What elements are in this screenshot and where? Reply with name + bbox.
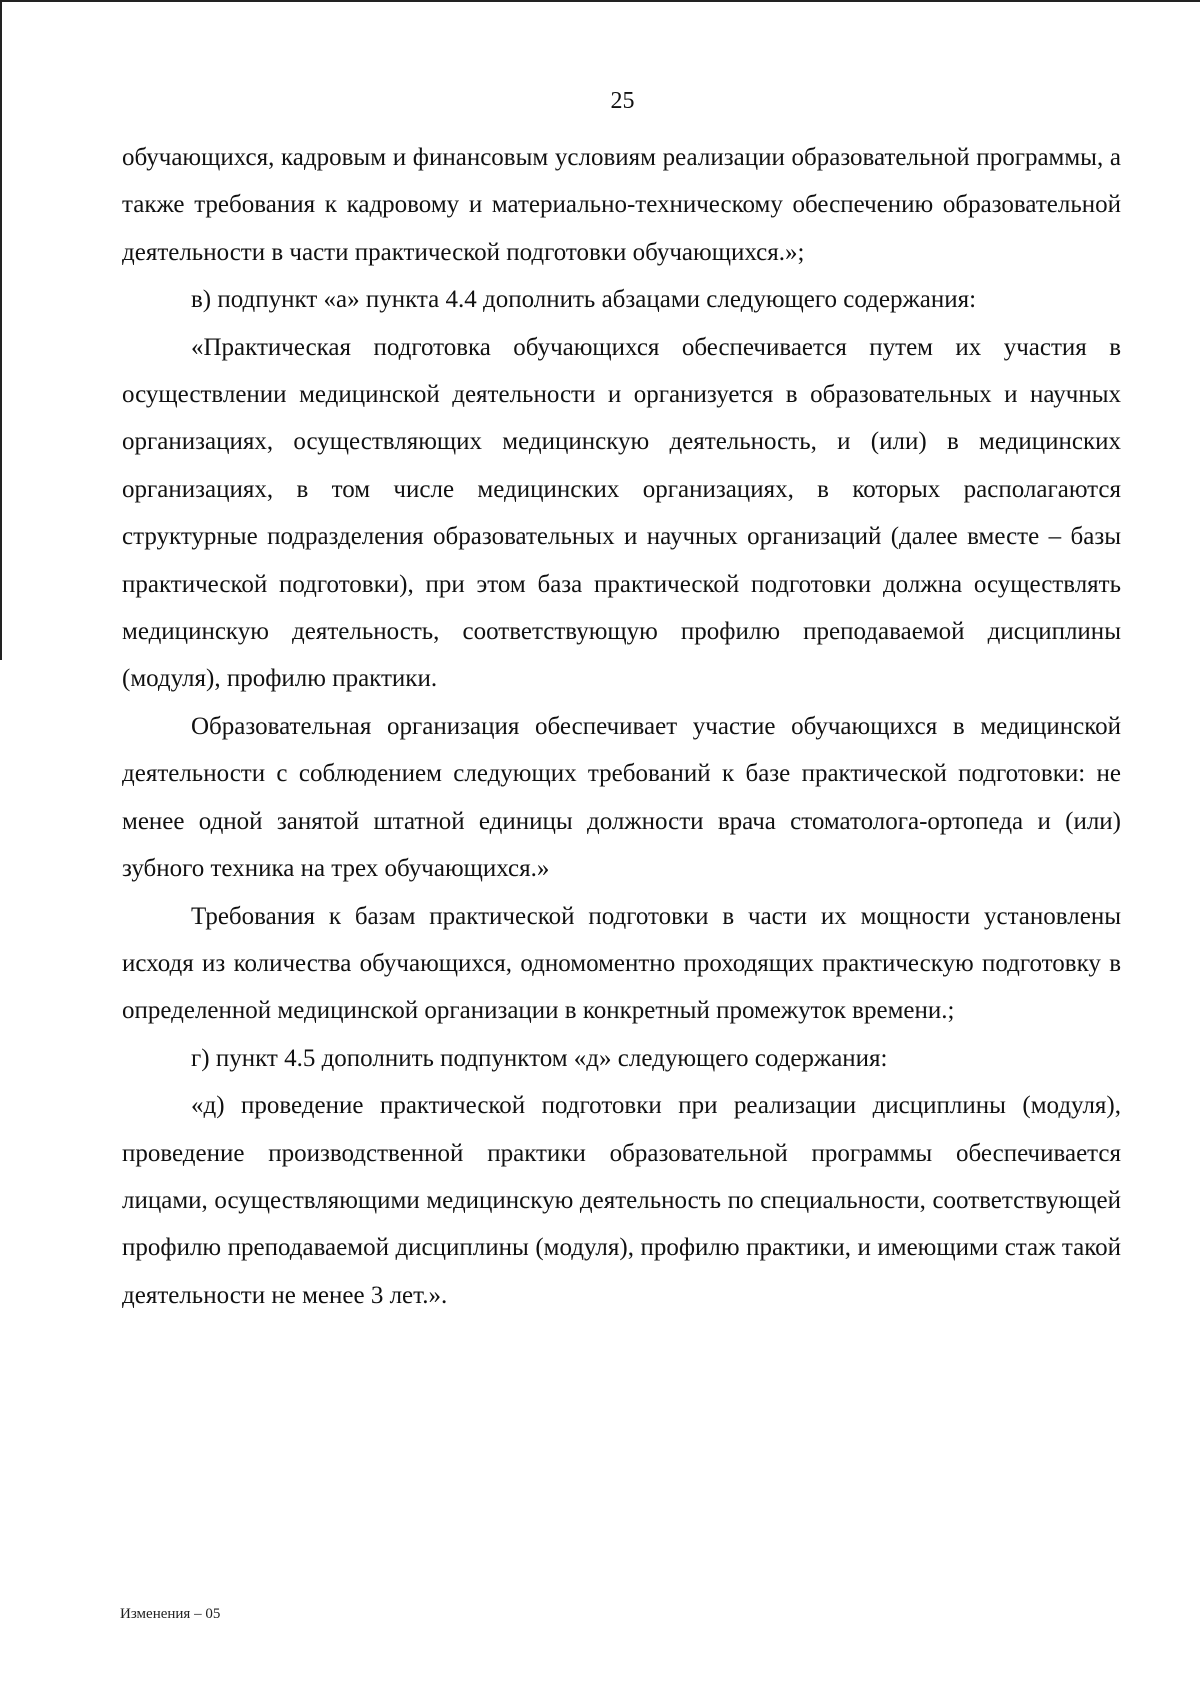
- paragraph: в) подпункт «а» пункта 4.4 дополнить абзацами следующего содержания:: [191, 286, 977, 314]
- paragraph: г) пункт 4.5 дополнить подпунктом «д» следующего содержания:: [191, 1044, 888, 1072]
- document-body: [122, 134, 1121, 1319]
- page-number: 25: [610, 88, 635, 114]
- paragraph: «Практическая подготовка обучающихся обеспечивается путем их участия в осуществлении медицинской деятельности и организуется в образовательных и научных организациях, осуществляющих медицинскую деятельность, и (или) в медицинских организациях, в том числе медицинских организациях, в которых располагаются структурные подразделения образовательных и научных организаций (далее вместе – базы практической подготовки), при этом база практической подготовки должна осуществлять медицинскую деятельность, соответствующую профилю преподаваемой дисциплины (модуля), профилю практики.: [122, 333, 1121, 693]
- paragraph: Требования к базам практической подготовки в части их мощности установлены исходя из количества обучающихся, одномоментно проходящих практическую подготовку в определенной медицинской организации в конкретный промежуток времени.;: [122, 902, 1121, 1025]
- paragraph: «д) проведение практической подготовки при реализации дисциплины (модуля), проведение производственной практики образовательной программы обеспечивается лицами, осуществляющими медицинскую деятельность по специальности, соответствующей профилю преподаваемой дисциплины (модуля), профилю практики, и имеющими стаж такой деятельности не менее 3 лет.».: [122, 1092, 1121, 1309]
- paragraph: Образовательная организация обеспечивает участие обучающихся в медицинской деятельности с соблюдением следующих требований к базе практической подготовки: не менее одной занятой штатной единицы должности врача стоматолога-ортопеда и (или) зубного техника на трех обучающихся.»: [122, 712, 1121, 883]
- scan-edge-top: [0, 0, 1200, 2]
- footer-note: Изменения – 05: [120, 1606, 221, 1622]
- paragraph: обучающихся, кадровым и финансовым условиям реализации образовательной программы, а также требования к кадровому и материально-техническому обеспечению образовательной деятельности в части практической подготовки обучающихся.»;: [122, 144, 1121, 266]
